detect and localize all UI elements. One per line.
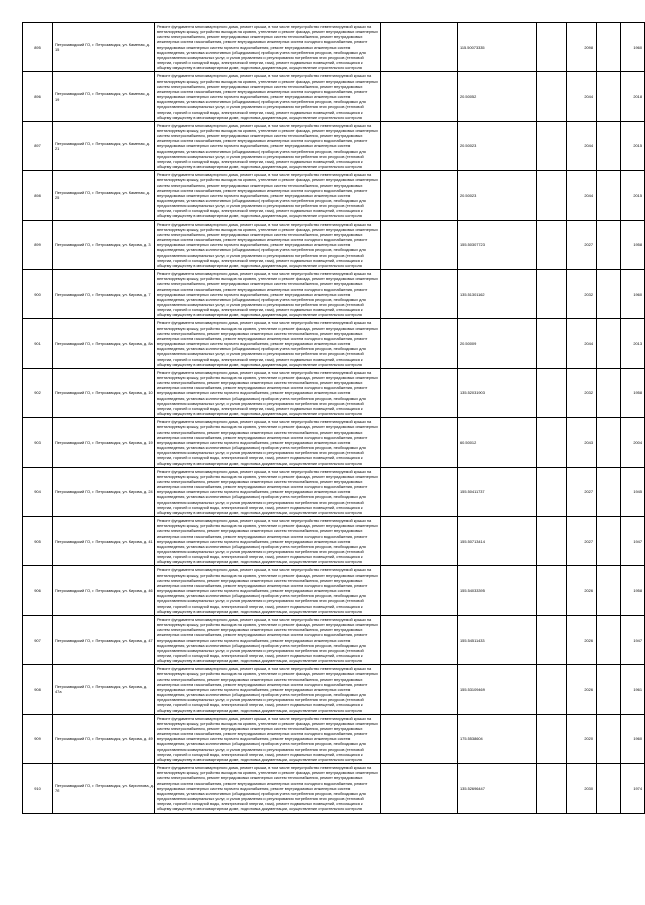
works-list: Ремонт фундамента многоквартирного дома, ремонт крыши, в том числе переустройство невентилируемой крыши на вентилируемую крышу, устройство выходов на кровлю, утепление и ремонт фасада, ремонт внутридомовых инженерных систем электроснабжения, ремонт внутридомовых инженерных систем теплоснабжения, ремонт внутридомовых инженерных систем газоснабжения, ремонт внутридомовых инженерных систем холодного водоснабжения, ремонт внутридомовых инженерных систем горячего водоснабжения, ремонт внутридомовых инженерных систем водоотведения, установка коллективных (общедомовых) приборов учета потребления ресурсов, необходимых для предоставления коммунальных услуг, и узлов управления и регулирования потребления этих ресурсов (тепловой энергии, горячей и холодной воды, электрической энергии, газа), ремонт подвальных помещений, относящихся к общему имуществу в многоквартирном доме, подготовка документации, осуществление строительного контроля <box>155 368 381 417</box>
house-address: Петрозаводский ГО, г. Петрозаводск, ул. Каменая, д. 19 <box>53 72 155 121</box>
house-address: Петрозаводский ГО, г. Петрозаводск, ул. Кирова, д. 49 <box>53 714 155 763</box>
row-number: 899 <box>23 220 53 269</box>
planned-year: 2044 <box>567 171 597 220</box>
cost-value: 20.50023 <box>458 121 537 170</box>
empty-cell <box>597 566 621 615</box>
cost-value: 155.53109469 <box>458 665 537 714</box>
house-address: Петрозаводский ГО, г. Петрозаводск, ул. Кирова, д. 3 <box>53 220 155 269</box>
house-address: Петрозаводский ГО, г. Петрозаводск, ул. Кирова, д. 7 <box>53 270 155 319</box>
row-number: 904 <box>23 467 53 516</box>
planned-year: 2027 <box>567 220 597 269</box>
build-year: 2015 <box>621 121 645 170</box>
planned-year: 2043 <box>567 418 597 467</box>
row-number: 895 <box>23 23 53 72</box>
empty-cell <box>537 72 567 121</box>
build-year: 2015 <box>621 171 645 220</box>
table-row <box>23 418 645 467</box>
cost-value: 175.5538604 <box>458 714 537 763</box>
row-number: 907 <box>23 615 53 664</box>
table-row <box>23 517 645 566</box>
build-year: 1960 <box>621 270 645 319</box>
house-address: Петрозаводский ГО, г. Петрозаводск, ул. Кирова, д. 8а <box>53 319 155 368</box>
empty-cell <box>597 615 621 664</box>
empty-cell <box>381 319 458 368</box>
build-year: 1947 <box>621 615 645 664</box>
house-address: Петрозаводский ГО, г. Петрозаводск, ул. Кирова, д. 24 <box>53 467 155 516</box>
planned-year: 2027 <box>567 467 597 516</box>
cost-value: 20.50009 <box>458 319 537 368</box>
works-list: Ремонт фундамента многоквартирного дома, ремонт крыши, в том числе переустройство невентилируемой крыши на вентилируемую крышу, устройство выходов на кровлю, утепление и ремонт фасада, ремонт внутридомовых инженерных систем электроснабжения, ремонт внутридомовых инженерных систем теплоснабжения, ремонт внутридомовых инженерных систем газоснабжения, ремонт внутридомовых инженерных систем холодного водоснабжения, ремонт внутридомовых инженерных систем горячего водоснабжения, ремонт внутридомовых инженерных систем водоотведения, установка коллективных (общедомовых) приборов учета потребления ресурсов, необходимых для предоставления коммунальных услуг, и узлов управления и регулирования потребления этих ресурсов (тепловой энергии, горячей и холодной воды, электрической энергии, газа), ремонт подвальных помещений, относящихся к общему имуществу в многоквартирном доме, подготовка документации, осуществление строительного контроля <box>155 665 381 714</box>
build-year: 2004 <box>621 418 645 467</box>
works-list: Ремонт фундамента многоквартирного дома, ремонт крыши, в том числе переустройство невентилируемой крыши на вентилируемую крышу, устройство выходов на кровлю, утепление и ремонт фасада, ремонт внутридомовых инженерных систем электроснабжения, ремонт внутридомовых инженерных систем теплоснабжения, ремонт внутридомовых инженерных систем газоснабжения, ремонт внутридомовых инженерных систем холодного водоснабжения, ремонт внутридомовых инженерных систем горячего водоснабжения, ремонт внутридомовых инженерных систем водоотведения, установка коллективных (общедомовых) приборов учета потребления ресурсов, необходимых для предоставления коммунальных услуг, и узлов управления и регулирования потребления этих ресурсов (тепловой энергии, горячей и холодной воды, электрической энергии, газа), ремонт подвальных помещений, относящихся к общему имуществу в многоквартирном доме, подготовка документации, осуществление строительного контроля <box>155 72 381 121</box>
works-list: Ремонт фундамента многоквартирного дома, ремонт крыши, в том числе переустройство невентилируемой крыши на вентилируемую крышу, устройство выходов на кровлю, утепление и ремонт фасада, ремонт внутридомовых инженерных систем электроснабжения, ремонт внутридомовых инженерных систем теплоснабжения, ремонт внутридомовых инженерных систем газоснабжения, ремонт внутридомовых инженерных систем холодного водоснабжения, ремонт внутридомовых инженерных систем горячего водоснабжения, ремонт внутридомовых инженерных систем водоотведения, установка коллективных (общедомовых) приборов учета потребления ресурсов, необходимых для предоставления коммунальных услуг, и узлов управления и регулирования потребления этих ресурсов (тепловой энергии, горячей и холодной воды, электрической энергии, газа), ремонт подвальных помещений, относящихся к общему имуществу в многоквартирном доме, подготовка документации, осуществление строительного контроля <box>155 764 381 813</box>
row-number: 898 <box>23 171 53 220</box>
row-number: 897 <box>23 121 53 170</box>
cost-value: 20.50023 <box>458 171 537 220</box>
empty-cell <box>537 764 567 813</box>
empty-cell <box>537 665 567 714</box>
build-year: 1958 <box>621 368 645 417</box>
empty-cell <box>381 665 458 714</box>
empty-cell <box>537 714 567 763</box>
house-address: Петрозаводский ГО, г. Петрозаводск, ул. Каменая, д. 15 <box>53 23 155 72</box>
empty-cell <box>537 566 567 615</box>
empty-cell <box>537 418 567 467</box>
house-address: Петрозаводский ГО, г. Петрозаводск, ул. Кирова, д. 19 <box>53 418 155 467</box>
cost-value: 135.52031903 <box>458 368 537 417</box>
empty-cell <box>597 714 621 763</box>
works-list: Ремонт фундамента многоквартирного дома, ремонт крыши, в том числе переустройство невентилируемой крыши на вентилируемую крышу, устройство выходов на кровлю, утепление и ремонт фасада, ремонт внутридомовых инженерных систем электроснабжения, ремонт внутридомовых инженерных систем теплоснабжения, ремонт внутридомовых инженерных систем газоснабжения, ремонт внутридомовых инженерных систем холодного водоснабжения, ремонт внутридомовых инженерных систем горячего водоснабжения, ремонт внутридомовых инженерных систем водоотведения, установка коллективных (общедомовых) приборов учета потребления ресурсов, необходимых для предоставления коммунальных услуг, и узлов управления и регулирования потребления этих ресурсов (тепловой энергии, горячей и холодной воды, электрической энергии, газа), ремонт подвальных помещений, относящихся к общему имуществу в многоквартирном доме, подготовка документации, осуществление строительного контроля <box>155 270 381 319</box>
empty-cell <box>537 220 567 269</box>
planned-year: 2026 <box>567 615 597 664</box>
works-list: Ремонт фундамента многоквартирного дома, ремонт крыши, в том числе переустройство невентилируемой крыши на вентилируемую крышу, устройство выходов на кровлю, утепление и ремонт фасада, ремонт внутридомовых инженерных систем электроснабжения, ремонт внутридомовых инженерных систем теплоснабжения, ремонт внутридомовых инженерных систем газоснабжения, ремонт внутридомовых инженерных систем холодного водоснабжения, ремонт внутридомовых инженерных систем горячего водоснабжения, ремонт внутридомовых инженерных систем водоотведения, установка коллективных (общедомовых) приборов учета потребления ресурсов, необходимых для предоставления коммунальных услуг, и узлов управления и регулирования потребления этих ресурсов (тепловой энергии, горячей и холодной воды, электрической энергии, газа), ремонт подвальных помещений, относящихся к общему имуществу в многоквартирном доме, подготовка документации, осуществление строительного контроля <box>155 121 381 170</box>
build-year: 1958 <box>621 566 645 615</box>
works-list: Ремонт фундамента многоквартирного дома, ремонт крыши, в том числе переустройство невентилируемой крыши на вентилируемую крышу, устройство выходов на кровлю, утепление и ремонт фасада, ремонт внутридомовых инженерных систем электроснабжения, ремонт внутридомовых инженерных систем теплоснабжения, ремонт внутридомовых инженерных систем газоснабжения, ремонт внутридомовых инженерных систем холодного водоснабжения, ремонт внутридомовых инженерных систем горячего водоснабжения, ремонт внутридомовых инженерных систем водоотведения, установка коллективных (общедомовых) приборов учета потребления ресурсов, необходимых для предоставления коммунальных услуг, и узлов управления и регулирования потребления этих ресурсов (тепловой энергии, горячей и холодной воды, электрической энергии, газа), ремонт подвальных помещений, относящихся к общему имуществу в многоквартирном доме, подготовка документации, осуществление строительного контроля <box>155 714 381 763</box>
planned-year: 2026 <box>567 566 597 615</box>
table-row <box>23 615 645 664</box>
table-body <box>23 23 645 814</box>
empty-cell <box>381 220 458 269</box>
house-address: Петрозаводский ГО, г. Петрозаводск, ул. Каменая, д. 21 <box>53 121 155 170</box>
empty-cell <box>381 368 458 417</box>
house-address: Петрозаводский ГО, г. Петрозаводск, ул. Кириллова, д. 7б <box>53 764 155 813</box>
planned-year: 2032 <box>567 368 597 417</box>
planned-year: 2020 <box>567 714 597 763</box>
capital-repair-table <box>22 22 645 814</box>
build-year: 1947 <box>621 517 645 566</box>
empty-cell <box>381 72 458 121</box>
empty-cell <box>537 517 567 566</box>
empty-cell <box>381 517 458 566</box>
build-year: 1960 <box>621 714 645 763</box>
empty-cell <box>381 418 458 467</box>
table-row <box>23 566 645 615</box>
row-number: 909 <box>23 714 53 763</box>
build-year: 1961 <box>621 665 645 714</box>
cost-value: 155.50713414 <box>458 517 537 566</box>
empty-cell <box>597 368 621 417</box>
works-list: Ремонт фундамента многоквартирного дома, ремонт крыши, в том числе переустройство невентилируемой крыши на вентилируемую крышу, устройство выходов на кровлю, утепление и ремонт фасада, ремонт внутридомовых инженерных систем электроснабжения, ремонт внутридомовых инженерных систем теплоснабжения, ремонт внутридомовых инженерных систем газоснабжения, ремонт внутридомовых инженерных систем холодного водоснабжения, ремонт внутридомовых инженерных систем горячего водоснабжения, ремонт внутридомовых инженерных систем водоотведения, установка коллективных (общедомовых) приборов учета потребления ресурсов, необходимых для предоставления коммунальных услуг, и узлов управления и регулирования потребления этих ресурсов (тепловой энергии, горячей и холодной воды, электрической энергии, газа), ремонт подвальных помещений, относящихся к общему имуществу в многоквартирном доме, подготовка документации, осуществление строительного контроля <box>155 467 381 516</box>
empty-cell <box>597 467 621 516</box>
works-list: Ремонт фундамента многоквартирного дома, ремонт крыши, в том числе переустройство невентилируемой крыши на вентилируемую крышу, устройство выходов на кровлю, утепление и ремонт фасада, ремонт внутридомовых инженерных систем электроснабжения, ремонт внутридомовых инженерных систем теплоснабжения, ремонт внутридомовых инженерных систем газоснабжения, ремонт внутридомовых инженерных систем холодного водоснабжения, ремонт внутридомовых инженерных систем горячего водоснабжения, ремонт внутридомовых инженерных систем водоотведения, установка коллективных (общедомовых) приборов учета потребления ресурсов, необходимых для предоставления коммунальных услуг, и узлов управления и регулирования потребления этих ресурсов (тепловой энергии, горячей и холодной воды, электрической энергии, газа), ремонт подвальных помещений, относящихся к общему имуществу в многоквартирном доме, подготовка документации, осуществление строительного контроля <box>155 23 381 72</box>
house-address: Петрозаводский ГО, г. Петрозаводск, ул. Каменая, д. 25 <box>53 171 155 220</box>
empty-cell <box>381 615 458 664</box>
cost-value: 155.50411737 <box>458 467 537 516</box>
house-address: Петрозаводский ГО, г. Петрозаводск, ул. Кирова, д. 46 <box>53 566 155 615</box>
works-list: Ремонт фундамента многоквартирного дома, ремонт крыши, в том числе переустройство невентилируемой крыши на вентилируемую крышу, устройство выходов на кровлю, утепление и ремонт фасада, ремонт внутридомовых инженерных систем электроснабжения, ремонт внутридомовых инженерных систем теплоснабжения, ремонт внутридомовых инженерных систем газоснабжения, ремонт внутридомовых инженерных систем холодного водоснабжения, ремонт внутридомовых инженерных систем горячего водоснабжения, ремонт внутридомовых инженерных систем водоотведения, установка коллективных (общедомовых) приборов учета потребления ресурсов, необходимых для предоставления коммунальных услуг, и узлов управления и регулирования потребления этих ресурсов (тепловой энергии, горячей и холодной воды, электрической энергии, газа), ремонт подвальных помещений, относящихся к общему имуществу в многоквартирном доме, подготовка документации, осуществление строительного контроля <box>155 418 381 467</box>
row-number: 896 <box>23 72 53 121</box>
works-list: Ремонт фундамента многоквартирного дома, ремонт крыши, в том числе переустройство невентилируемой крыши на вентилируемую крышу, устройство выходов на кровлю, утепление и ремонт фасада, ремонт внутридомовых инженерных систем электроснабжения, ремонт внутридомовых инженерных систем теплоснабжения, ремонт внутридомовых инженерных систем газоснабжения, ремонт внутридомовых инженерных систем холодного водоснабжения, ремонт внутридомовых инженерных систем горячего водоснабжения, ремонт внутридомовых инженерных систем водоотведения, установка коллективных (общедомовых) приборов учета потребления ресурсов, необходимых для предоставления коммунальных услуг, и узлов управления и регулирования потребления этих ресурсов (тепловой энергии, горячей и холодной воды, электрической энергии, газа), ремонт подвальных помещений, относящихся к общему имуществу в многоквартирном доме, подготовка документации, осуществление строительного контроля <box>155 171 381 220</box>
planned-year: 2044 <box>567 72 597 121</box>
table-row <box>23 220 645 269</box>
empty-cell <box>381 566 458 615</box>
planned-year: 2030 <box>567 764 597 813</box>
planned-year: 2044 <box>567 121 597 170</box>
table-row <box>23 665 645 714</box>
empty-cell <box>597 764 621 813</box>
row-number: 905 <box>23 517 53 566</box>
works-list: Ремонт фундамента многоквартирного дома, ремонт крыши, в том числе переустройство невентилируемой крыши на вентилируемую крышу, устройство выходов на кровлю, утепление и ремонт фасада, ремонт внутридомовых инженерных систем электроснабжения, ремонт внутридомовых инженерных систем теплоснабжения, ремонт внутридомовых инженерных систем газоснабжения, ремонт внутридомовых инженерных систем холодного водоснабжения, ремонт внутридомовых инженерных систем горячего водоснабжения, ремонт внутридомовых инженерных систем водоотведения, установка коллективных (общедомовых) приборов учета потребления ресурсов, необходимых для предоставления коммунальных услуг, и узлов управления и регулирования потребления этих ресурсов (тепловой энергии, горячей и холодной воды, электрической энергии, газа), ремонт подвальных помещений, относящихся к общему имуществу в многоквартирном доме, подготовка документации, осуществление строительного контроля <box>155 517 381 566</box>
empty-cell <box>597 121 621 170</box>
planned-year: 2032 <box>567 270 597 319</box>
house-address: Петрозаводский ГО, г. Петрозаводск, ул. Кирова, д. 10 <box>53 368 155 417</box>
row-number: 910 <box>23 764 53 813</box>
row-number: 906 <box>23 566 53 615</box>
row-number: 901 <box>23 319 53 368</box>
cost-value: 20.50052 <box>458 72 537 121</box>
empty-cell <box>597 171 621 220</box>
empty-cell <box>381 714 458 763</box>
row-number: 908 <box>23 665 53 714</box>
planned-year: 2044 <box>567 319 597 368</box>
table-row <box>23 368 645 417</box>
works-list: Ремонт фундамента многоквартирного дома, ремонт крыши, в том числе переустройство невентилируемой крыши на вентилируемую крышу, устройство выходов на кровлю, утепление и ремонт фасада, ремонт внутридомовых инженерных систем электроснабжения, ремонт внутридомовых инженерных систем теплоснабжения, ремонт внутридомовых инженерных систем газоснабжения, ремонт внутридомовых инженерных систем холодного водоснабжения, ремонт внутридомовых инженерных систем горячего водоснабжения, ремонт внутридомовых инженерных систем водоотведения, установка коллективных (общедомовых) приборов учета потребления ресурсов, необходимых для предоставления коммунальных услуг, и узлов управления и регулирования потребления этих ресурсов (тепловой энергии, горячей и холодной воды, электрической энергии, газа), ремонт подвальных помещений, относящихся к общему имуществу в многоквартирном доме, подготовка документации, осуществление строительного контроля <box>155 220 381 269</box>
row-number: 903 <box>23 418 53 467</box>
row-number: 902 <box>23 368 53 417</box>
table-row <box>23 72 645 121</box>
build-year: 1960 <box>621 23 645 72</box>
empty-cell <box>537 171 567 220</box>
table-row <box>23 467 645 516</box>
empty-cell <box>381 121 458 170</box>
empty-cell <box>537 270 567 319</box>
works-list: Ремонт фундамента многоквартирного дома, ремонт крыши, в том числе переустройство невентилируемой крыши на вентилируемую крышу, устройство выходов на кровлю, утепление и ремонт фасада, ремонт внутридомовых инженерных систем электроснабжения, ремонт внутридомовых инженерных систем теплоснабжения, ремонт внутридомовых инженерных систем газоснабжения, ремонт внутридомовых инженерных систем холодного водоснабжения, ремонт внутридомовых инженерных систем горячего водоснабжения, ремонт внутридомовых инженерных систем водоотведения, установка коллективных (общедомовых) приборов учета потребления ресурсов, необходимых для предоставления коммунальных услуг, и узлов управления и регулирования потребления этих ресурсов (тепловой энергии, горячей и холодной воды, электрической энергии, газа), ремонт подвальных помещений, относящихся к общему имуществу в многоквартирном доме, подготовка документации, осуществление строительного контроля <box>155 319 381 368</box>
cost-value: 135.51301162 <box>458 270 537 319</box>
empty-cell <box>537 467 567 516</box>
table-row <box>23 714 645 763</box>
build-year: 1974 <box>621 764 645 813</box>
empty-cell <box>597 220 621 269</box>
house-address: Петрозаводский ГО, г. Петрозаводск, ул. Кирова, д. 47 <box>53 615 155 664</box>
cost-value: 60.50012 <box>458 418 537 467</box>
build-year: 1945 <box>621 467 645 516</box>
planned-year: 2098 <box>567 23 597 72</box>
table-row <box>23 319 645 368</box>
house-address: Петрозаводский ГО, г. Петрозаводск, ул. Кирова, д. 47а <box>53 665 155 714</box>
row-number: 900 <box>23 270 53 319</box>
cost-value: 155.54511433 <box>458 615 537 664</box>
table-row <box>23 23 645 72</box>
build-year: 2018 <box>621 72 645 121</box>
planned-year: 2026 <box>567 665 597 714</box>
empty-cell <box>597 72 621 121</box>
empty-cell <box>381 764 458 813</box>
empty-cell <box>597 23 621 72</box>
cost-value: 155.50307723 <box>458 220 537 269</box>
build-year: 1958 <box>621 220 645 269</box>
cost-value: 135.52696447 <box>458 764 537 813</box>
empty-cell <box>597 418 621 467</box>
table-row <box>23 121 645 170</box>
empty-cell <box>597 270 621 319</box>
empty-cell <box>597 517 621 566</box>
empty-cell <box>537 121 567 170</box>
table-row <box>23 764 645 813</box>
cost-value: 115.50073335 <box>458 23 537 72</box>
cost-value: 155.54033395 <box>458 566 537 615</box>
works-list: Ремонт фундамента многоквартирного дома, ремонт крыши, в том числе переустройство невентилируемой крыши на вентилируемую крышу, устройство выходов на кровлю, утепление и ремонт фасада, ремонт внутридомовых инженерных систем электроснабжения, ремонт внутридомовых инженерных систем теплоснабжения, ремонт внутридомовых инженерных систем газоснабжения, ремонт внутридомовых инженерных систем холодного водоснабжения, ремонт внутридомовых инженерных систем горячего водоснабжения, ремонт внутридомовых инженерных систем водоотведения, установка коллективных (общедомовых) приборов учета потребления ресурсов, необходимых для предоставления коммунальных услуг, и узлов управления и регулирования потребления этих ресурсов (тепловой энергии, горячей и холодной воды, электрической энергии, газа), ремонт подвальных помещений, относящихся к общему имуществу в многоквартирном доме, подготовка документации, осуществление строительного контроля <box>155 566 381 615</box>
empty-cell <box>597 665 621 714</box>
empty-cell <box>537 368 567 417</box>
empty-cell <box>381 23 458 72</box>
planned-year: 2027 <box>567 517 597 566</box>
empty-cell <box>381 467 458 516</box>
works-list: Ремонт фундамента многоквартирного дома, ремонт крыши, в том числе переустройство невентилируемой крыши на вентилируемую крышу, устройство выходов на кровлю, утепление и ремонт фасада, ремонт внутридомовых инженерных систем электроснабжения, ремонт внутридомовых инженерных систем теплоснабжения, ремонт внутридомовых инженерных систем газоснабжения, ремонт внутридомовых инженерных систем холодного водоснабжения, ремонт внутридомовых инженерных систем горячего водоснабжения, ремонт внутридомовых инженерных систем водоотведения, установка коллективных (общедомовых) приборов учета потребления ресурсов, необходимых для предоставления коммунальных услуг, и узлов управления и регулирования потребления этих ресурсов (тепловой энергии, горячей и холодной воды, электрической энергии, газа), ремонт подвальных помещений, относящихся к общему имуществу в многоквартирном доме, подготовка документации, осуществление строительного контроля <box>155 615 381 664</box>
table-row <box>23 270 645 319</box>
house-address: Петрозаводский ГО, г. Петрозаводск, ул. Кирова, д. 41 <box>53 517 155 566</box>
empty-cell <box>537 23 567 72</box>
empty-cell <box>381 270 458 319</box>
build-year: 2013 <box>621 319 645 368</box>
empty-cell <box>537 319 567 368</box>
table-row <box>23 171 645 220</box>
empty-cell <box>597 319 621 368</box>
empty-cell <box>537 615 567 664</box>
empty-cell <box>381 171 458 220</box>
